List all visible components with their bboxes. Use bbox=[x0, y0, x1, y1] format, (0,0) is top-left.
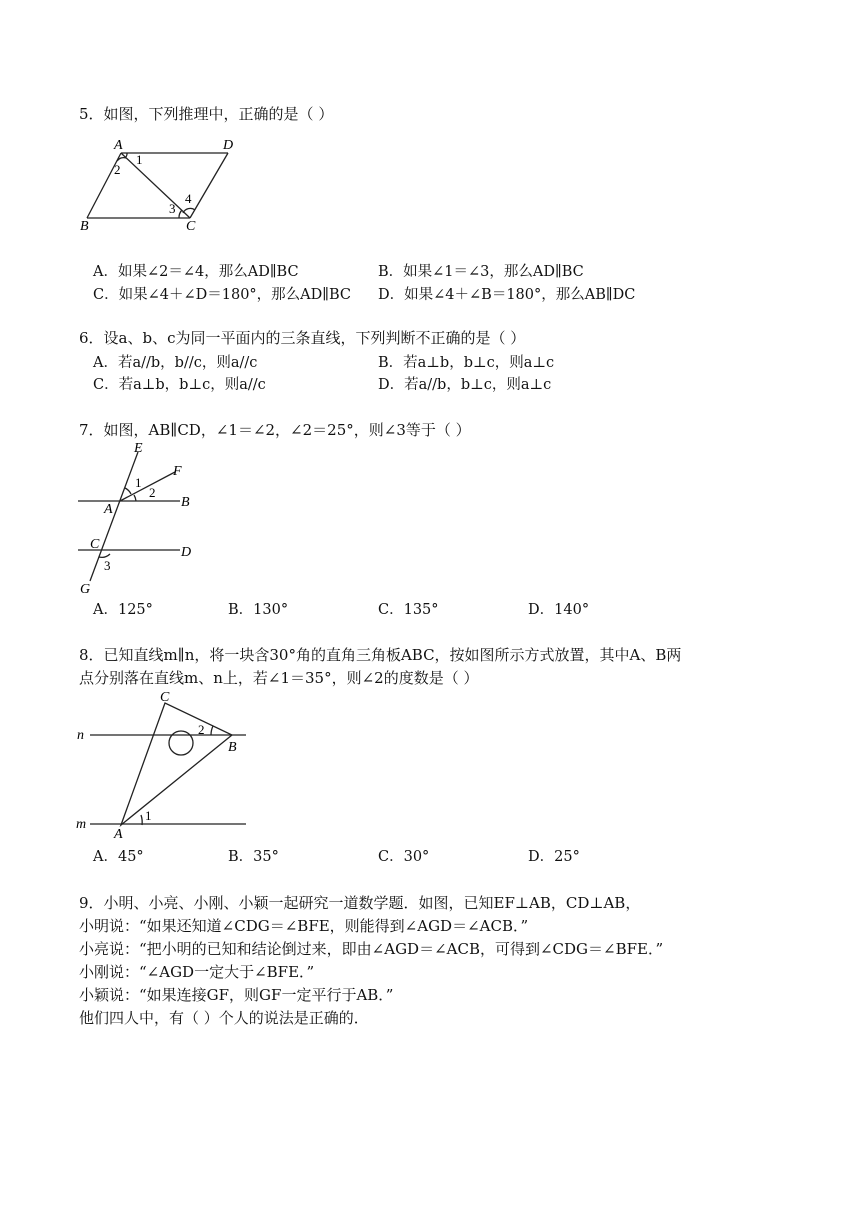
q6-option-d[interactable]: D．若a//b，b⊥c，则a⊥c bbox=[378, 377, 552, 393]
q7-option-c[interactable]: C．135° bbox=[378, 602, 439, 618]
q5-label-D: D bbox=[223, 138, 234, 153]
q8-option-a-text: 45° bbox=[117, 849, 144, 865]
q5-option-c-text: 如果∠4＋∠D＝180°，那么AD∥BC bbox=[118, 287, 351, 303]
q7-angle-2: 2 bbox=[149, 485, 156, 500]
q8-stem-line-1: 8．已知直线m∥n，将一块含30°角的直角三角板ABC，按如图所示方式放置，其中A、B两 bbox=[79, 646, 682, 664]
q8-label-A: A bbox=[114, 827, 123, 842]
q6-option-c[interactable]: C．若a⊥b，b⊥c，则a//c bbox=[93, 377, 266, 393]
q7-option-b[interactable]: B．130° bbox=[228, 602, 289, 618]
q7-option-c-text: 135° bbox=[403, 602, 439, 618]
q5-angle-2: 2 bbox=[114, 162, 121, 177]
q7-label-G: G bbox=[80, 582, 91, 597]
q5-option-d[interactable]: D．如果∠4＋∠B＝180°，那么AB∥DC bbox=[378, 287, 636, 303]
q6-option-b[interactable]: B．若a⊥b，b⊥c，则a⊥c bbox=[378, 355, 555, 371]
q7-option-b-text: 130° bbox=[253, 602, 289, 618]
q6-option-b-text: 若a⊥b，b⊥c，则a⊥c bbox=[403, 355, 555, 371]
q7-label-C: C bbox=[90, 537, 100, 552]
q6-option-a[interactable]: A．若a//b，b//c，则a//c bbox=[93, 355, 258, 371]
q7-angle-1: 1 bbox=[135, 475, 142, 490]
q8-label-B: B bbox=[228, 740, 237, 755]
q9-line-6: 他们四人中，有（ ）个人的说法是正确的． bbox=[79, 1009, 369, 1027]
q8-angle-1: 1 bbox=[145, 808, 152, 823]
q8-figure bbox=[72, 688, 252, 842]
q9-line-5: 小颖说：“如果连接GF，则GF一定平行于AB．” bbox=[79, 986, 394, 1004]
q5-angle-3: 3 bbox=[169, 201, 176, 216]
q8-option-c[interactable]: C．30° bbox=[378, 849, 430, 865]
q5-option-a[interactable]: A．如果∠2＝∠4，那么AD∥BC bbox=[93, 264, 299, 280]
q7-option-a-text: 125° bbox=[117, 602, 153, 618]
q8-stem-line-2: 点分别落在直线m、n上，若∠1＝35°，则∠2的度数是（ ） bbox=[79, 669, 479, 687]
q7-label-B: B bbox=[181, 495, 190, 510]
q5-option-d-text: 如果∠4＋∠B＝180°，那么AB∥DC bbox=[404, 287, 636, 303]
q8-option-b-text: 35° bbox=[253, 849, 279, 865]
q6-stem: 6．设a、b、c为同一平面内的三条直线，下列判断不正确的是（ ） bbox=[79, 329, 526, 347]
q6-option-d-text: 若a//b，b⊥c，则a⊥c bbox=[404, 377, 552, 393]
q8-option-a[interactable]: A．45° bbox=[93, 849, 144, 865]
q5-stem: 5．如图，下列推理中，正确的是（ ） bbox=[79, 105, 334, 123]
q8-option-d[interactable]: D．25° bbox=[528, 849, 580, 865]
q5-label-C: C bbox=[186, 219, 196, 234]
q7-figure bbox=[72, 440, 212, 600]
q8-option-c-text: 30° bbox=[403, 849, 430, 865]
q5-option-b[interactable]: B．如果∠1＝∠3，那么AD∥BC bbox=[378, 264, 584, 280]
q5-figure bbox=[70, 134, 250, 234]
q8-label-n: n bbox=[77, 728, 84, 743]
q8-label-m: m bbox=[76, 817, 87, 832]
q6-option-a-text: 若a//b，b//c，则a//c bbox=[117, 355, 258, 371]
q9-line-1: 9．小明、小亮、小刚、小颖一起研究一道数学题．如图，已知EF⊥AB，CD⊥AB， bbox=[79, 894, 641, 912]
q5-option-a-text: 如果∠2＝∠4，那么AD∥BC bbox=[117, 264, 299, 280]
q5-option-c[interactable]: C．如果∠4＋∠D＝180°，那么AD∥BC bbox=[93, 287, 351, 303]
q9-line-2: 小明说：“如果还知道∠CDG＝∠BFE，则能得到∠AGD＝∠ACB．” bbox=[79, 917, 529, 935]
q8-label-C: C bbox=[160, 690, 170, 705]
q7-label-A: A bbox=[104, 502, 113, 517]
q5-option-b-text: 如果∠1＝∠3，那么AD∥BC bbox=[403, 264, 584, 280]
q6-option-c-text: 若a⊥b，b⊥c，则a//c bbox=[118, 377, 266, 393]
q8-option-b[interactable]: B．35° bbox=[228, 849, 279, 865]
q7-option-d-text: 140° bbox=[554, 602, 590, 618]
q5-angle-1: 1 bbox=[136, 152, 143, 167]
q5-label-B: B bbox=[80, 219, 89, 234]
q8-option-d-text: 25° bbox=[554, 849, 580, 865]
q5-angle-4: 4 bbox=[185, 191, 192, 206]
q7-stem: 7．如图，AB∥CD，∠1＝∠2，∠2＝25°，则∠3等于（ ） bbox=[79, 421, 471, 439]
q7-angle-3: 3 bbox=[104, 558, 111, 573]
q9-line-3: 小亮说：“把小明的已知和结论倒过来，即由∠AGD＝∠ACB，可得到∠CDG＝∠BFE．” bbox=[79, 940, 664, 958]
q9-line-4: 小刚说：“∠AGD一定大于∠BFE．” bbox=[79, 963, 315, 981]
q8-angle-2: 2 bbox=[198, 722, 205, 737]
q7-option-d[interactable]: D．140° bbox=[528, 602, 590, 618]
q7-label-E: E bbox=[134, 441, 143, 456]
q7-label-F: F bbox=[173, 464, 182, 479]
q7-option-a[interactable]: A．125° bbox=[93, 602, 153, 618]
q7-label-D: D bbox=[181, 545, 192, 560]
q5-label-A: A bbox=[114, 138, 123, 153]
